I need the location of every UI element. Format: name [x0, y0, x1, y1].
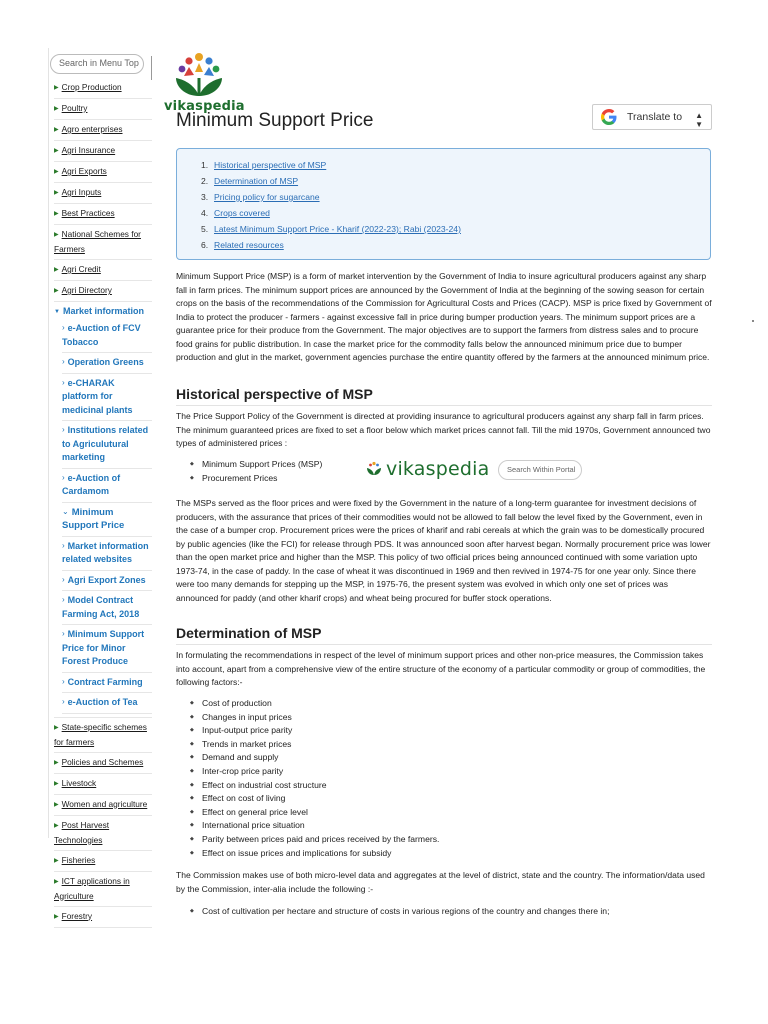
intro-paragraph: Minimum Support Price (MSP) is a form of market intervention by the Government of India to insure agricultural producers against any sharp fall in farm prices. The minimum support prices are announced by the Government of India at the beginning of the sowing season for certain crops on the basis of the recommendations of the Commission for Agricultural Costs and Prices (CACP). MSP is price fixed by Government of India to protect the producer - farmers - against excessive fall in price during bumper production years. The minimum support prices are a guarantee price for their produce from the Government. The major objectives are to support the farmers from distress sales and to procure food grains for public distribution. In case the market price for the commodity falls below the announced minimum price due to bumper production and glut in the market, government agencies purchase the entire quantity offered by the farmers at the announced minimum price. [176, 271, 712, 362]
vikaspedia-banner [366, 458, 586, 482]
sidebar-item-label: ICT applications in Agriculture [54, 875, 130, 901]
sidebar-item-label: State-specific schemes for farmers [54, 721, 147, 747]
toc-item[interactable] [201, 157, 710, 173]
toc-number: 5. [201, 224, 209, 234]
chevron-right-icon: ▶ [54, 267, 59, 273]
sidebar-item-poultry[interactable] [54, 99, 152, 120]
submenu-item-label: Agri Export Zones [67, 574, 146, 585]
chevron-right-icon: › [62, 377, 65, 387]
section-heading-determination: Determination of MSP [176, 625, 712, 645]
determination-paragraph-2: The Commission makes use of both micro-level data and aggregates at the level of district, state and the country. The information/data used by the Commission, inter-alia include the following :- [176, 870, 705, 894]
chevron-right-icon: › [62, 323, 65, 332]
sidebar-nav [54, 78, 152, 928]
chevron-right-icon: ▶ [54, 801, 59, 808]
submenu-item-label: Institutions related to Agriculutural marketing [62, 425, 149, 462]
toc-number: 1. [201, 160, 209, 170]
sidebar-item-livestock[interactable] [54, 774, 152, 795]
submenu-item-tea[interactable] [62, 693, 152, 714]
scroll-marker [752, 320, 754, 322]
chevron-right-icon: ▶ [54, 127, 59, 133]
sidebar-item-label: Forestry [61, 910, 93, 921]
chevron-right-icon: ▶ [54, 190, 59, 196]
sidebar-item-label: Policies and Schemes [61, 756, 144, 767]
sidebar-border [48, 48, 49, 838]
list-item: ◆ Cost of production [176, 697, 712, 711]
submenu-item-label: Operation Greens [67, 357, 144, 367]
sidebar-item-label: Agri Directory [61, 285, 112, 295]
submenu-item-label: Market information related websites [62, 540, 149, 564]
chevron-down-icon: ▼ [54, 309, 60, 315]
chevron-right-icon: ▶ [54, 169, 59, 175]
search-divider [151, 56, 152, 80]
sidebar-item-crop-production[interactable] [54, 78, 152, 99]
toc-link[interactable]: Related resources [214, 240, 284, 250]
page-title: Minimum Support Price [176, 110, 374, 131]
sidebar-item-market-information[interactable] [54, 302, 152, 718]
toc-number: 2. [201, 176, 209, 186]
submenu-item-label: Contract Farming [67, 676, 143, 687]
list-item: ◆ International price situation [176, 819, 712, 833]
historical-paragraph-1: The Price Support Policy of the Government is directed at providing insurance to agricultural producers against any sharp fall in farm prices. The minimum guaranteed prices are fixed to set a floor below which market prices cannot fall. Till the mid 1970s, Government announced two types of administered prices : [176, 411, 711, 448]
section-heading-historical: Historical perspective of MSP [176, 386, 712, 406]
sidebar-item-policies[interactable] [54, 753, 152, 774]
list-item: ◆ Procurement Prices [176, 472, 356, 486]
chevron-right-icon: › [62, 595, 65, 604]
sidebar-item-fisheries[interactable] [54, 851, 152, 872]
google-g-icon [601, 109, 617, 125]
list-item: ◆ Trends in market prices [176, 738, 712, 752]
list-item: ◆ Inter-crop price parity [176, 765, 712, 779]
submenu-item-label: Minimum Support Price for Minor Forest Produce [62, 629, 145, 666]
sidebar-item-agri-directory[interactable] [54, 281, 152, 302]
sidebar-item-state-schemes[interactable] [54, 718, 152, 753]
submenu-item-fcv-tobacco[interactable] [62, 319, 152, 353]
toc-item[interactable] [201, 221, 710, 237]
sidebar-item-women-agriculture[interactable] [54, 795, 152, 816]
sidebar-item-national-schemes[interactable] [54, 225, 152, 260]
submenu-item-export-zones[interactable] [62, 571, 152, 592]
sidebar-item-label: Post Harvest Technologies [54, 819, 110, 845]
submenu-item-msp[interactable] [62, 503, 152, 537]
list-item: ◆ Cost of cultivation per hectare and structure of costs in various regions of the country and changes there in; [176, 905, 712, 919]
list-item: ◆ Minimum Support Prices (MSP) [176, 458, 356, 472]
sidebar-item-agri-insurance[interactable] [54, 141, 152, 162]
toc-link[interactable]: Determination of MSP [214, 176, 299, 186]
sidebar-item-label: Agri Insurance [61, 145, 116, 155]
toc-item[interactable] [201, 205, 710, 221]
submenu-item-label: Model Contract Farming Act, 2018 [62, 595, 140, 619]
chevron-right-icon: › [62, 357, 65, 366]
submenu-item-operation-greens[interactable] [62, 353, 152, 374]
submenu-item-contract-farming[interactable] [62, 673, 152, 694]
sidebar-item-agri-inputs[interactable] [54, 183, 152, 204]
historical-paragraph-2: The MSPs served as the floor prices and were fixed by the Government in the nature of a long-term guarantee for investment decisions of producers, with the assurance that prices of their commodities would not be allowed to fall below the level fixed by the Government, even in the case of a bumper crop. Procurement prices were the prices of kharif and rabi cereals at which the grain was to be domestically procured by public agencies (like the FCI) for release through PDS. It was announced soon after harvest began. Normally procurement price was lower than the open market price and higher than the MSP. This policy of two official prices being announced continued with some variation upto 1973-74, in the case of paddy. In the case of wheat it was discontinued in 1969 and then revived in 1974-75 for one year only. Since there were too many demands for stepping up the MSP, in 1975-76, the present system was evolved in which only one set of prices was announced for paddy (and other kharif crops) and wheat being procured for buffer stock operations. [176, 498, 711, 603]
toc-item[interactable] [201, 189, 710, 205]
list-item: ◆ Demand and supply [176, 751, 712, 765]
sidebar-item-label: Agri Credit [61, 264, 101, 274]
submenu-item-e-charak[interactable] [62, 374, 152, 422]
chevron-right-icon: ▶ [54, 913, 59, 920]
chevron-right-icon: › [62, 472, 65, 482]
chevron-right-icon: ▶ [54, 759, 59, 766]
sidebar-item-label: Crop Production [61, 82, 122, 92]
submenu-item-label: e-Auction of Cardamom [62, 472, 121, 496]
list-item: ◆ Effect on industrial cost structure [176, 779, 712, 793]
vikaspedia-small-logo-icon [366, 461, 382, 477]
submenu-item-label: e-CHARAK platform for medicinal plants [62, 377, 133, 415]
market-information-submenu [54, 319, 152, 714]
chevron-right-icon: › [62, 540, 65, 550]
chevron-right-icon: › [62, 676, 65, 686]
chevron-right-icon: › [62, 629, 65, 638]
administered-prices-list [176, 458, 356, 485]
submenu-item-cardamom[interactable] [62, 469, 152, 503]
determination-paragraph-1: In formulating the recommendations in respect of the level of minimum support prices and other non-price measures, the Commission takes into account, apart from a comprehensive view of the entire structure of the economy of a particular commodity or group of commodities, the following factors:- [176, 650, 706, 687]
sidebar-item-label: Fisheries [61, 854, 96, 865]
chevron-right-icon: ▶ [54, 857, 59, 864]
submenu-item-label: Minimum Support Price [62, 506, 125, 531]
submenu-item-label: e-Auction of Tea [67, 697, 138, 707]
sidebar-item-label: Market information [62, 306, 144, 316]
submenu-item-msp-mfp[interactable] [62, 625, 152, 673]
vikaspedia-logo-text: vikaspedia [164, 99, 245, 114]
sidebar-item-post-harvest[interactable] [54, 816, 152, 851]
toc-item[interactable] [201, 237, 710, 253]
sidebar-item-label: Agri Exports [61, 166, 107, 176]
sidebar-item-label: Livestock [61, 777, 97, 788]
sidebar-item-forestry[interactable] [54, 907, 152, 928]
chevron-down-icon: ⌄ [62, 506, 69, 516]
toc-item[interactable] [201, 173, 710, 189]
sidebar-item-agri-credit[interactable] [54, 260, 152, 281]
toc-link[interactable]: Latest Minimum Support Price - Kharif (2022-23); Rabi (2023-24) [214, 224, 461, 234]
menu-search-input[interactable]: Search in Menu Top [50, 54, 144, 74]
sidebar-item-agri-exports[interactable] [54, 162, 152, 183]
chevron-right-icon: › [62, 574, 65, 584]
data-sources-list [176, 905, 712, 919]
vikaspedia-banner-text: vikaspedia [386, 458, 490, 480]
chevron-right-icon: › [62, 697, 65, 706]
chevron-right-icon: ▶ [54, 85, 59, 91]
sidebar-item-label: Agro enterprises [61, 124, 123, 134]
submenu-item-market-websites[interactable] [62, 537, 152, 571]
toc-link[interactable]: Crops covered [214, 208, 270, 218]
sidebar-item-agro-enterprises[interactable] [54, 120, 152, 141]
chevron-right-icon: ▶ [54, 288, 59, 294]
toc-number: 6. [201, 240, 209, 250]
toc-link[interactable]: Historical perspective of MSP [214, 160, 327, 170]
sidebar-item-label: Poultry [61, 103, 88, 113]
list-item: ◆ Parity between prices paid and prices received by the farmers. [176, 833, 712, 847]
list-item: ◆ Effect on cost of living [176, 792, 712, 806]
submenu-item-label: e-Auction of FCV Tobacco [62, 323, 141, 347]
toc-number: 4. [201, 208, 209, 218]
sidebar-item-ict[interactable] [54, 872, 152, 907]
chevron-right-icon: ▶ [54, 148, 59, 154]
table-of-contents [176, 148, 711, 260]
translate-label: Translate to [627, 111, 683, 123]
chevron-right-icon: ▶ [54, 211, 59, 217]
list-item: ◆ Changes in input prices [176, 711, 712, 725]
chevron-right-icon: ▶ [54, 822, 59, 829]
chevron-right-icon: ▶ [54, 232, 59, 238]
toc-link[interactable]: Pricing policy for sugarcane [214, 192, 320, 202]
translate-select[interactable] [592, 104, 712, 130]
toc-number: 3. [201, 192, 209, 202]
chevron-right-icon: ▶ [54, 724, 59, 731]
submenu-item-institutions[interactable] [62, 421, 152, 469]
sidebar-item-label: Women and agriculture [61, 798, 148, 809]
chevron-right-icon: ▶ [54, 878, 59, 885]
list-item: ◆ Effect on general price level [176, 806, 712, 820]
sidebar-item-label: Best Practices [61, 208, 115, 218]
portal-search-input[interactable]: Search Within Portal [498, 460, 582, 480]
sidebar-item-label: Agri Inputs [61, 187, 102, 197]
chevron-right-icon: ▶ [54, 780, 59, 787]
select-caret-icon: ▲ ▼ [695, 111, 703, 129]
sidebar-item-best-practices[interactable] [54, 204, 152, 225]
factors-list [176, 697, 712, 860]
sidebar-item-label: National Schemes for Farmers [54, 229, 141, 254]
chevron-right-icon: ▶ [54, 106, 59, 112]
chevron-right-icon: › [62, 425, 65, 434]
list-item: ◆ Input-output price parity [176, 724, 712, 738]
list-item: ◆ Effect on issue prices and implications for subsidy [176, 847, 712, 861]
submenu-item-contract-act[interactable] [62, 591, 152, 625]
